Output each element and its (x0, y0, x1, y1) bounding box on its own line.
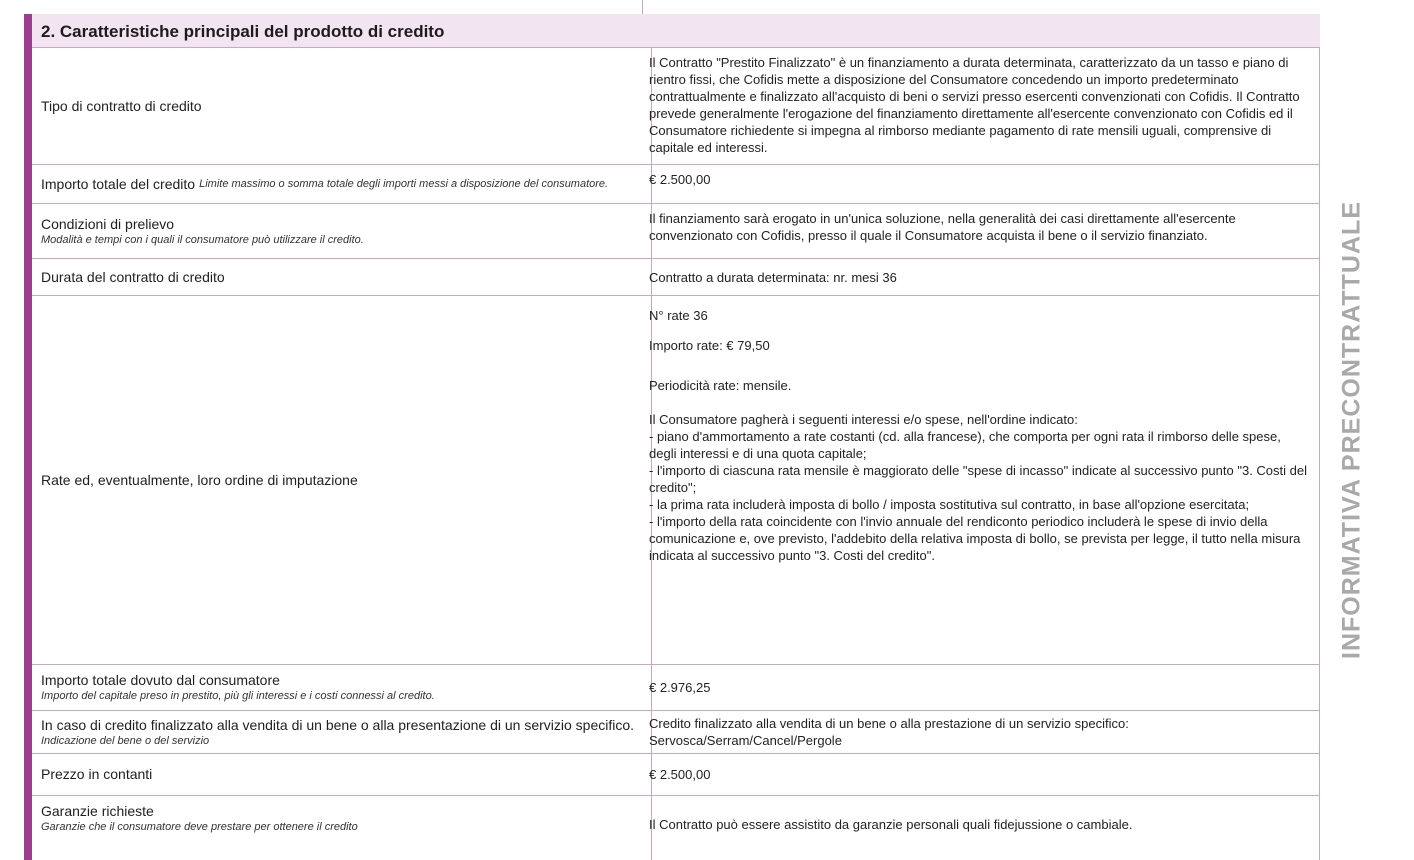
row-label-cell (32, 296, 652, 664)
row-label-cell (32, 204, 652, 258)
rate-periodicity: Periodicità rate: mensile. (649, 378, 792, 393)
side-label: INFORMATIVA PRECONTRATTUALE (1337, 201, 1366, 659)
row-label-note: Importo del capitale preso in prestito, più gli interessi e i costi connessi al credito. (41, 690, 435, 702)
row-label-note: Garanzie che il consumatore deve prestare per ottenere il credito (41, 821, 358, 833)
row-label-note: Indicazione del bene o del servizio (41, 734, 210, 747)
section-header (32, 14, 1320, 48)
rate-item: - piano d'ammortamento a rate costanti (cd. alla francese), che comporta per ogni rata il rimborso delle spese, degli interessi e di una quota capitale; (649, 429, 1281, 461)
row-label: Durata del contratto di credito (41, 268, 225, 285)
row-label: Condizioni di prelievo (41, 215, 175, 232)
rate-item: - l'importo di ciascuna rata mensile è maggiorato delle "spese di incasso" indicate al successivo punto "3. Costi del credito"; (649, 463, 1307, 495)
row-value-detail: Servosca/Serram/Cancel/Pergole (649, 733, 842, 748)
rate-item: - la prima rata includerà imposta di bollo / imposta sostitutiva sul contratto, in base all'opzione esercitata; (649, 497, 1250, 512)
row-label: In caso di credito finalizzato alla vendita di un bene o alla presentazione di un servizio specifico. (41, 716, 635, 733)
row-value-cell (643, 48, 1320, 164)
row-importo-dovuto (32, 665, 1320, 711)
row-label: Importo totale del credito (41, 175, 196, 192)
row-value-cell (643, 165, 1320, 203)
row-condizioni-prelievo (32, 204, 1320, 259)
row-label-cell (32, 48, 652, 164)
section-title: 2. Caratteristiche principali del prodotto di credito (41, 22, 445, 41)
row-value: Il Contratto può essere assistito da garanzie personali quali fidejussione o cambiale. (649, 817, 1133, 832)
row-value: Il Contratto "Prestito Finalizzato" è un finanziamento a durata determinata, caratterizzato da un tasso e piano di rientro fissi, che Cofidis mette a disposizione del Consumatore concedendo un importo predeterminato contrattualmente e finalizzato all'acquisto di beni o servizi presso esercenti convenzionati con Cofidis. Il Contratto prevede generalmente l'erogazione del finanziamento direttamente all'esercente convenzionato con Cofidis ed il Consumatore richiedente si impegna al rimborso mediante pagamento di rate mensili uguali, comprensive di capitale ed interessi. (649, 55, 1300, 155)
row-label-cell (32, 796, 652, 860)
row-value-cell (643, 259, 1320, 295)
column-divider-stub (642, 0, 643, 14)
row-tipo-contratto (32, 48, 1320, 165)
row-label: Rate ed, eventualmente, loro ordine di imputazione (41, 471, 358, 488)
row-credito-finalizzato (32, 711, 1320, 754)
row-label-cell (32, 665, 652, 710)
row-label: Prezzo in contanti (41, 766, 153, 782)
row-value-cell (643, 296, 1320, 664)
row-value: € 2.500,00 (649, 172, 711, 187)
row-value: Credito finalizzato alla vendita di un bene o alla prestazione di un servizio specifico: (649, 716, 1129, 731)
row-label-cell (32, 259, 652, 295)
row-value-cell (643, 796, 1320, 860)
row-value: Contratto a durata determinata: nr. mesi 36 (649, 269, 897, 285)
row-label: Tipo di contratto di credito (41, 97, 202, 114)
row-value: € 2.500,00 (649, 767, 711, 782)
row-value: € 2.976,25 (649, 680, 711, 695)
row-value-cell (643, 754, 1320, 795)
row-garanzie (32, 796, 1320, 860)
row-durata (32, 259, 1320, 296)
rate-amount: Importo rate: € 79,50 (649, 338, 770, 353)
row-importo-credito (32, 165, 1320, 204)
row-value-cell (643, 204, 1320, 258)
accent-bar (24, 14, 32, 860)
rate-count: N° rate 36 (649, 308, 708, 323)
row-label-note: Modalità e tempi con i quali il consumatore può utilizzare il credito. (41, 233, 364, 246)
row-value-cell (643, 711, 1320, 753)
row-label: Importo totale dovuto dal consumatore (41, 672, 280, 688)
row-value-cell (643, 665, 1320, 710)
rate-item: - l'importo della rata coincidente con l'invio annuale del rendiconto periodico includerà le spese di invio della comunicazione e, ove previsto, l'addebito della relativa imposta di bollo, se prevista per legge, il tutto nella misura indicata al successivo punto "3. Costi del credito". (649, 514, 1301, 563)
row-rate (32, 296, 1320, 665)
row-label-cell (32, 711, 652, 753)
row-label-cell (32, 165, 652, 203)
row-value: Il finanziamento sarà erogato in un'unica soluzione, nella generalità dei casi direttamente all'esercente convenzionato con Cofidis, presso il quale il Consumatore acquista il bene o il servizio finanziato. (649, 211, 1236, 243)
row-label: Garanzie richieste (41, 803, 154, 819)
row-label-cell (32, 754, 652, 795)
row-label-note: Limite massimo o somma totale degli importi messi a disposizione del consumatore. (199, 178, 609, 190)
credit-info-sheet (24, 14, 1320, 860)
rate-intro: Il Consumatore pagherà i seguenti interessi e/o spese, nell'ordine indicato: (649, 412, 1078, 427)
row-prezzo-contanti (32, 754, 1320, 796)
